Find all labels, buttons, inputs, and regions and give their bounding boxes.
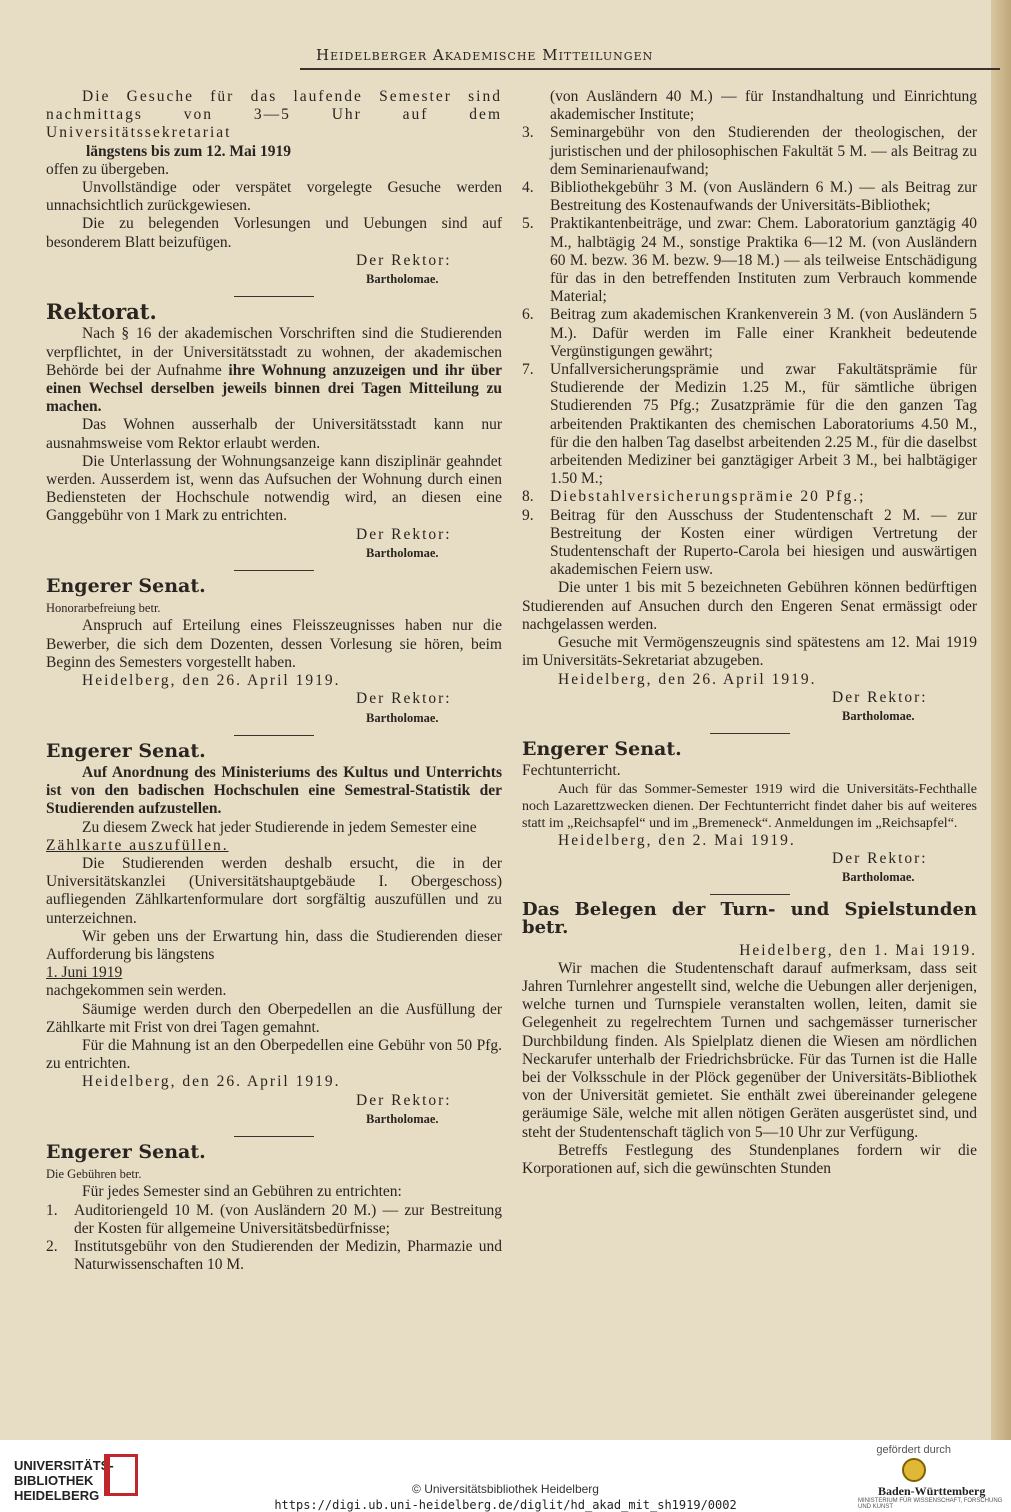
- section-heading: Engerer Senat.: [46, 575, 206, 598]
- divider: [710, 733, 790, 734]
- date-line: Heidelberg, den 26. April 1919.: [82, 1073, 341, 1091]
- paragraph: Säumige werden durch den Oberpedellen an die Ausfüllung der Zählkarte mit Frist von drei Tagen gemahnt.: [46, 1000, 502, 1036]
- list-number: 9.: [522, 506, 534, 524]
- list-number: 7.: [522, 361, 534, 379]
- funded-by-label: gefördert durch: [876, 1444, 951, 1456]
- paragraph: Die unter 1 bis mit 5 bezeichneten Gebühren können bedürftigen Studierenden auf Ansuchen durch den Engeren Senat ermässigt oder nachgelassen werden.: [522, 579, 977, 633]
- list-item: [522, 306, 977, 361]
- list-number: 2.: [46, 1237, 58, 1255]
- paragraph: [46, 325, 502, 416]
- paragraph: Auch für das Sommer-Semester 1919 wird die Universitäts-Fechthalle noch Lazarettzwecken dienen. Der Fechtunterricht findet daher bis auf weiteres statt im „Reichsapfel“ und im „Bremeneck“. Anmeldungen im „Reichsapfel“.: [522, 781, 977, 831]
- emphasis: ihre Wohnung anzuzeigen und ihr über einen Wechsel derselben jeweils binnen drei Tagen Mitteilung zu machen.: [46, 361, 503, 416]
- paragraph: Zu diesem Zweck hat jeder Studierende in jedem Semester eine: [82, 818, 477, 836]
- paragraph: Betreffs Festlegung des Stundenplanes fordern wir die Korporationen auf, sich die gewünschten Stunden: [522, 1141, 977, 1177]
- divider: [234, 735, 314, 736]
- list-text: Auditoriengeld 10 M. (von Ausländern 20 M.) — zur Bestreitung der Kosten für allgemeine Universitätsbedürfnisse;: [74, 1201, 502, 1237]
- date-line: Heidelberg, den 26. April 1919.: [82, 672, 341, 690]
- emphasis-line: Zählkarte auszufüllen.: [46, 836, 229, 854]
- paragraph: Gesuche mit Vermögenszeugnis sind spätestens am 12. Mai 1919 im Universitäts-Sekretariat abzugeben.: [522, 634, 977, 670]
- list-text: Seminargebühr von den Studierenden der theologischen, der juristischen und der philosophischen Fakultät 5 M. — als Beitrag zu dem Seminarienaufwand;: [550, 124, 977, 178]
- divider: [234, 296, 314, 297]
- paragraph: Unvollständige oder verspätet vorgelegte Gesuche werden unnachsichtlich zurückgewiesen.: [46, 179, 502, 215]
- paragraph: Auf Anordnung des Ministeriums des Kultus und Unterrichts ist von den badischen Hochschulen eine Semestral-Statistik der Studierenden aufzustellen.: [46, 763, 502, 818]
- list-number: 5.: [522, 215, 534, 233]
- signature-title: Der Rektor:: [356, 1091, 452, 1109]
- paragraph: nachgekommen sein werden.: [46, 982, 227, 1000]
- section-heading: Engerer Senat.: [46, 1140, 206, 1163]
- signature-name: Bartholomae.: [366, 1111, 439, 1126]
- list-text: Beitrag für den Ausschuss der Studentenschaft 2 M. — zur Bestreitung der Kosten einer würdigen Vertretung der Studentenschaft der Ruperto-Carola bei hiesigen und auswärtigen akademischen Feiern usw.: [550, 506, 977, 579]
- deadline: längstens bis zum 12. Mai 1919: [86, 142, 291, 160]
- paragraph: Die Studierenden werden deshalb ersucht, die in der Universitätskanzlei (Universitätshauptgebäude I. Obergeschoss) aufliegenden Zählkartenformulare dort sorgfältig auszufüllen und zu unterzeichnen.: [46, 854, 502, 927]
- list-text: Praktikantenbeiträge, und zwar: Chem. Laboratorium ganztägig 40 M., halbtägig 24 M., sonstige Praktika 6—12 M. (von Ausländern 60 M. bezw. 36 M. bezw. 9—18 M.) — als teilweise Entschädigung für das in den betreffenden Instituten zum Verbrauch kommende Material;: [550, 215, 977, 306]
- left-column: [46, 88, 502, 1274]
- logo-text-line: HEIDELBERG: [14, 1488, 100, 1503]
- list-item: [522, 361, 977, 488]
- text: Nach § 16 der akademischen Vorschriften sind die Studierenden verpflichtet, in der Universitätsstadt zu wohnen, der akademischen Behörde bei der Aufnahme: [46, 325, 502, 379]
- section-heading: Engerer Senat.: [522, 738, 682, 761]
- list-number: 1.: [46, 1201, 58, 1219]
- section-heading: Rektorat.: [46, 299, 157, 325]
- date-line: Heidelberg, den 1. Mai 1919.: [739, 941, 977, 959]
- emphasis-line: 1. Juni 1919: [46, 964, 123, 982]
- list-item: [522, 124, 977, 179]
- paragraph: Das Wohnen ausserhalb der Universitätsstadt kann nur ausnahmsweise vom Rektor erlaubt werden.: [46, 416, 502, 452]
- paragraph: Die Unterlassung der Wohnungsanzeige kann disziplinär geahndet werden. Ausserdem ist, wenn das Aufsuchen der Wohnung durch einen Bediensteten der Hochschule notwendig wird, an diesen eine Ganggebühr von 1 Mark zu entrichten.: [46, 452, 502, 525]
- date-line: Heidelberg, den 26. April 1919.: [558, 670, 817, 688]
- paragraph: Wir machen die Studentenschaft darauf aufmerksam, dass seit Jahren Turnlehrer angestellt sind, welche die Uebungen aller derjenigen, welche turnen und Turnspiele veranstalten wollen, leiten, damit sie Gelegenheit zu regelrechtem Turnen und sachgemässer turnerischer Durchbildung finden. Als Spielplatz dienen die Wiesen am nördlichen Neckarufer unterhalb der Friedrichsbrücke. Für das Turnen ist die Halle bei der Volksschule in der Plöck gegenüber der Universitäts-Bibliothek von der Universität gemietet. Sie enthält zwei übereinander gelegene geräumige Säle, welche mit allen nötigen Geräten ausgerüstet sind, und steht der Studentenschaft täglich von 5—10 Uhr zur Verfügung.: [522, 959, 977, 1141]
- logo-text-line: BIBLIOTHEK: [14, 1473, 94, 1488]
- list-item: [522, 179, 977, 215]
- paragraph: Anspruch auf Erteilung eines Fleisszeugnisses haben nur die Bewerber, die sich dem Dozenten, dessen Vorlesung sie hören, beim Beginn des Semesters vorgestellt haben.: [46, 617, 502, 671]
- bw-ministry-label: MINISTERIUM FÜR WISSENSCHAFT, FORSCHUNG UND KUNST: [858, 1498, 1003, 1510]
- list-item: [46, 1202, 502, 1238]
- section-heading: Das Belegen der Turn- und Spielstunden betr.: [522, 899, 977, 939]
- list-text: Diebstahlversicherungsprämie 20 Pfg.;: [550, 488, 866, 506]
- permalink-url[interactable]: https://digi.ub.uni-heidelberg.de/diglit/hd_akad_mit_sh1919/0002: [274, 1498, 737, 1512]
- signature-title: Der Rektor:: [832, 849, 928, 867]
- signature-name: Bartholomae.: [366, 272, 439, 287]
- signature-title: Der Rektor:: [356, 525, 452, 543]
- signature-title: Der Rektor:: [356, 690, 452, 708]
- list-number: 3.: [522, 124, 534, 142]
- signature-name: Bartholomae.: [366, 545, 439, 560]
- footer-bar: [0, 1440, 1011, 1512]
- logo-text-line: UNIVERSITÄTS-: [14, 1458, 114, 1473]
- divider: [234, 570, 314, 571]
- divider: [710, 894, 790, 895]
- list-item: [522, 488, 977, 506]
- paragraph: Wir geben uns der Erwartung hin, dass die Studierenden dieser Aufforderung bis längstens: [46, 927, 502, 963]
- signature-title: Der Rektor:: [832, 688, 928, 706]
- right-column: [522, 88, 977, 1178]
- text: Die Gesuche für das laufende Semester sind nachmittags von 3—5 Uhr auf dem Universitätssekretariat: [46, 88, 502, 142]
- list-number: 4.: [522, 179, 534, 197]
- copyright-notice: © Universitätsbibliothek Heidelberg: [412, 1482, 599, 1496]
- signature-title: Der Rektor:: [356, 251, 452, 269]
- bw-logo-name[interactable]: Baden-Württemberg: [878, 1484, 986, 1498]
- list-item: [522, 215, 977, 306]
- signature-name: Bartholomae.: [842, 869, 915, 884]
- signature-name: Bartholomae.: [842, 708, 915, 723]
- bw-crest-icon: [902, 1458, 926, 1482]
- paragraph: (von Ausländern 40 M.) — für Instandhaltung und Einrichtung akademischer Institute;: [550, 88, 977, 124]
- divider: [234, 1136, 314, 1137]
- list-text: Institutsgebühr von den Studierenden der Medizin, Pharmazie und Naturwissenschaften 10 M.: [74, 1237, 502, 1274]
- list-item: [46, 1238, 502, 1274]
- list-number: 8.: [522, 488, 534, 506]
- list-item: [522, 507, 977, 580]
- paragraph: [46, 88, 502, 143]
- section-subheading: Die Gebühren betr.: [46, 1167, 142, 1182]
- paragraph: Für die Mahnung ist an den Oberpedellen eine Gebühr von 50 Pfg. zu entrichten.: [46, 1036, 502, 1073]
- list-text: Unfallversicherungsprämie und zwar Fakultätsprämie für Studierende der Medizin 1.25 M., für sämtliche übrigen Studierenden 75 Pfg.; Zusatzprämie für die den ganzen Tag arbeitenden Praktikanten des chemischen Laboratoriums 4.50 M., für die den halben Tag daselbst arbeitenden 2.25 M., für die daselbst arbeitenden Mediziner bei ganztägiger Arbeit 3 M., bei halbtägiger 1.50 M.;: [550, 361, 977, 488]
- list-number: 6.: [522, 306, 534, 324]
- ub-heidelberg-logo[interactable]: [14, 1458, 114, 1503]
- paragraph: offen zu übergeben.: [46, 160, 169, 178]
- date-line: Heidelberg, den 2. Mai 1919.: [558, 831, 796, 849]
- signature-name: Bartholomae.: [366, 710, 439, 725]
- paragraph: Für jedes Semester sind an Gebühren zu entrichten:: [82, 1183, 402, 1201]
- running-header: Heidelberger Akademische Mitteilungen: [300, 42, 1000, 70]
- list-text: Bibliothekgebühr 3 M. (von Ausländern 6 M.) — als Beitrag zur Bestreitung des Kostenaufwands der Universitäts-Bibliothek;: [550, 179, 977, 215]
- section-subheading: Fechtunterricht.: [522, 762, 621, 780]
- paragraph: Die zu belegenden Vorlesungen und Uebungen sind auf besonderem Blatt beizufügen.: [46, 215, 502, 251]
- list-text: Beitrag zum akademischen Krankenverein 3 M. (von Ausländern 5 M.). Dafür werden im Falle einer Krankheit bedeutende Vergünstigungen gewährt;: [550, 306, 977, 360]
- section-heading: Engerer Senat.: [46, 739, 206, 762]
- page-edge: [991, 0, 1011, 1440]
- section-subheading: Honorarbefreiung betr.: [46, 601, 161, 616]
